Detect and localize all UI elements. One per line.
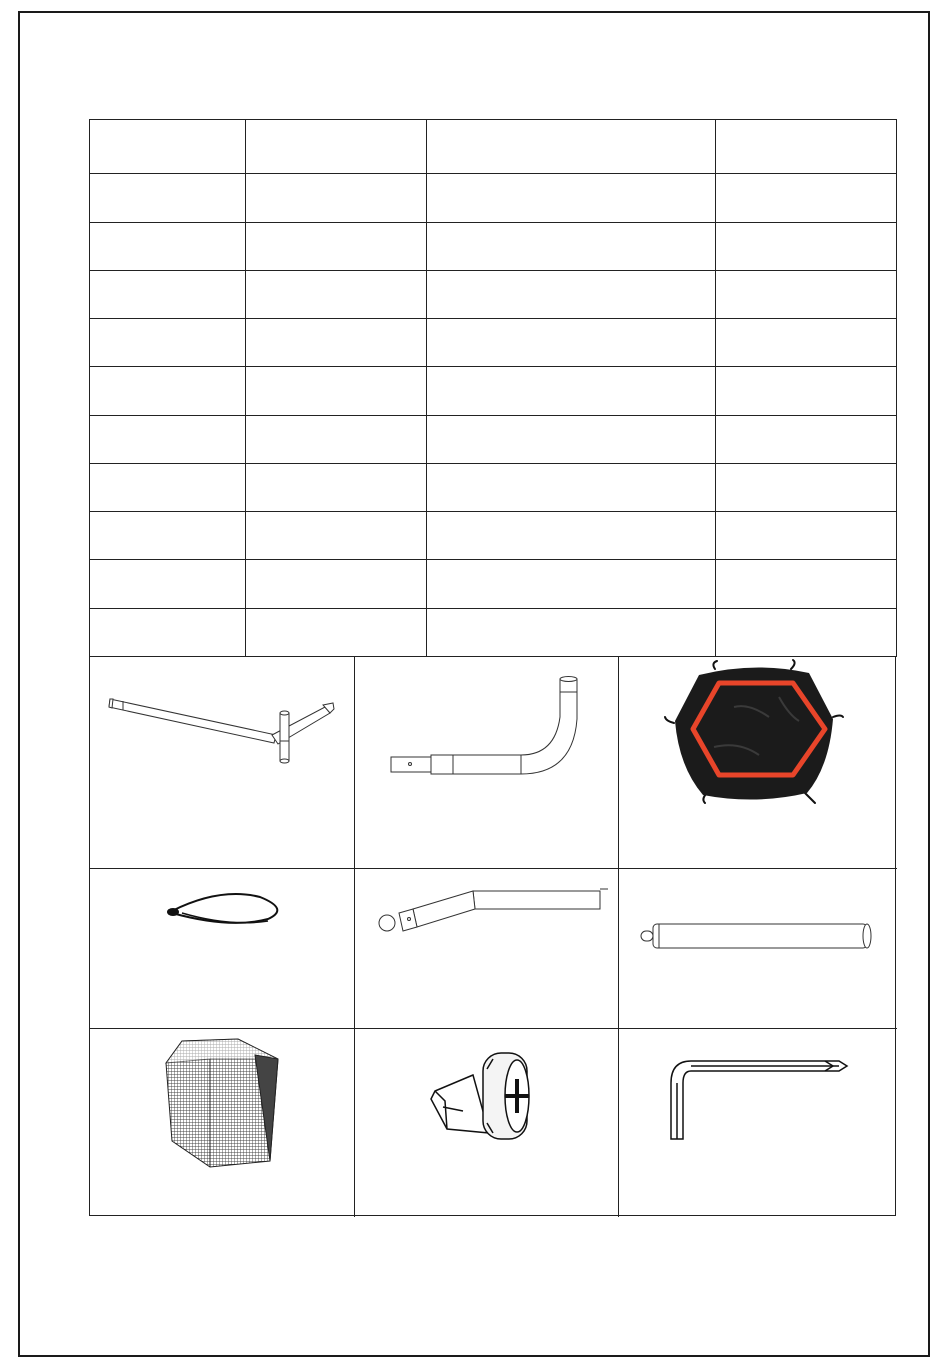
table-cell [90, 174, 246, 222]
table-cell [716, 512, 897, 560]
table-cell [716, 367, 897, 415]
table-row [90, 222, 897, 270]
leg-tube-with-ball-joint-icon [355, 869, 618, 1028]
table-row [90, 270, 897, 318]
table-cell [427, 512, 716, 560]
part-cell-l-frame-leg [90, 657, 355, 869]
table-cell [246, 608, 427, 656]
table-cell [427, 560, 716, 608]
table-cell [427, 270, 716, 318]
table-cell [246, 512, 427, 560]
part-cell-curved-handle-tube [355, 657, 619, 869]
table-cell [90, 560, 246, 608]
part-cell-allen-key [619, 1029, 897, 1217]
table-cell [427, 319, 716, 367]
table-cell [246, 174, 427, 222]
hexagon-trampoline-mat-icon [619, 657, 896, 868]
table-row [90, 463, 897, 511]
table-cell [716, 270, 897, 318]
table-row [90, 367, 897, 415]
table-cell [427, 367, 716, 415]
part-cell-leg-tube-ball-joint [355, 869, 619, 1029]
curved-handle-tube-icon [355, 657, 618, 868]
part-cell-trampoline-mat [619, 657, 897, 869]
table-header-row [90, 120, 897, 174]
table-row [90, 512, 897, 560]
table-cell [716, 463, 897, 511]
parts-list-table [89, 119, 897, 657]
table-cell [716, 415, 897, 463]
table-cell [427, 463, 716, 511]
table-cell [246, 367, 427, 415]
header-cell [716, 120, 897, 174]
parts-illustration-grid [89, 656, 896, 1216]
table-cell [427, 415, 716, 463]
part-cell-bungee-cord [90, 869, 355, 1029]
table-cell [716, 560, 897, 608]
table-cell [246, 415, 427, 463]
table-cell [246, 560, 427, 608]
table-cell [716, 174, 897, 222]
table-cell [427, 608, 716, 656]
table-cell [90, 319, 246, 367]
table-row [90, 174, 897, 222]
table-cell [90, 608, 246, 656]
part-cell-straight-tube [619, 869, 897, 1029]
table-row [90, 415, 897, 463]
table-cell [90, 270, 246, 318]
table-cell [90, 367, 246, 415]
header-cell [90, 120, 246, 174]
allen-key-icon [619, 1029, 896, 1216]
table-cell [90, 415, 246, 463]
part-cell-safety-net [90, 1029, 355, 1217]
header-cell [427, 120, 716, 174]
table-row [90, 608, 897, 656]
table-cell [716, 608, 897, 656]
table-row [90, 560, 897, 608]
table-row [90, 319, 897, 367]
l-frame-leg-icon [90, 657, 354, 868]
table-cell [246, 222, 427, 270]
header-cell [246, 120, 427, 174]
straight-tube-icon [619, 869, 896, 1028]
table-cell [716, 222, 897, 270]
table-cell [246, 319, 427, 367]
table-cell [427, 222, 716, 270]
table-cell [90, 512, 246, 560]
table-cell [90, 222, 246, 270]
table-cell [246, 463, 427, 511]
part-cell-phillips-screw [355, 1029, 619, 1217]
table-cell [246, 270, 427, 318]
table-cell [90, 463, 246, 511]
table-cell [427, 174, 716, 222]
hexagon-safety-net-icon [90, 1029, 354, 1216]
table-cell [716, 319, 897, 367]
elastic-bungee-cord-icon [90, 869, 354, 1028]
phillips-screw-icon [355, 1029, 618, 1216]
